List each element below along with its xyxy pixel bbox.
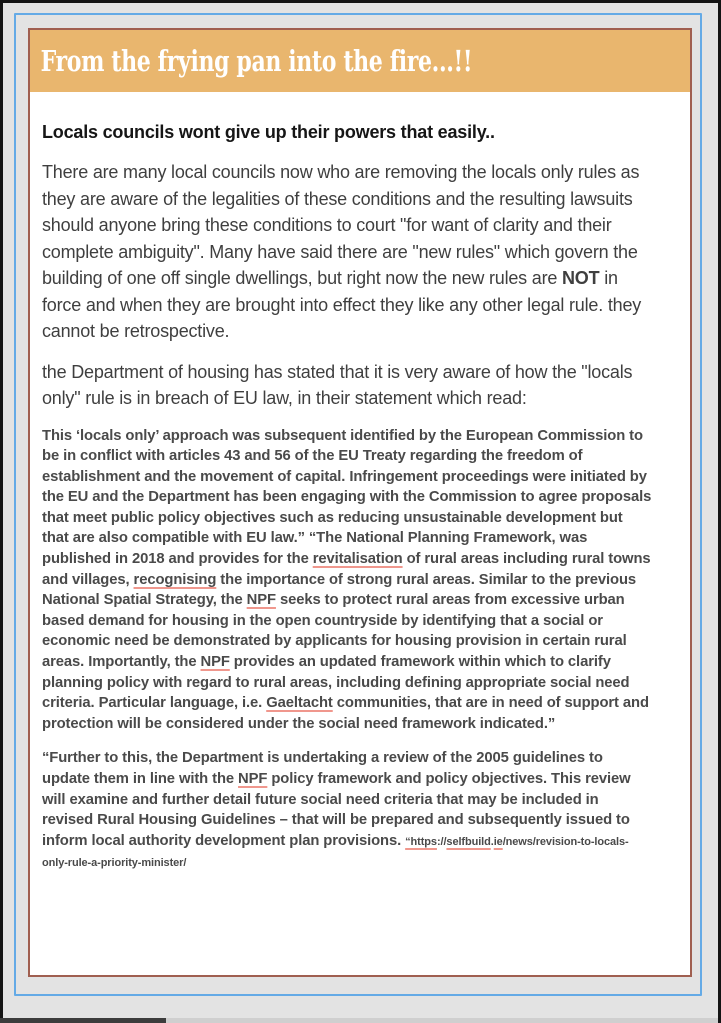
text-segment: the Department of housing has stated that it is very aware of how the "locals only" rule is in breach of EU law, in their statement which read: <box>42 361 633 408</box>
text-segment: of rural areas including rural towns and villages, <box>42 551 651 588</box>
quote-paragraph <box>42 748 652 874</box>
citation-url[interactable]: selfbuild <box>446 835 491 848</box>
text-segment: NPF <box>246 592 276 609</box>
text-segment: “Further to this, the Department is undertaking a review of the 2005 guidelines to update them in line with the <box>42 750 603 787</box>
citation-url[interactable]: /news/revision-to-locals-only-rule-a-priority-minister/ <box>42 835 629 870</box>
text-segment: NPF <box>200 654 230 671</box>
scrollbar-thumb[interactable] <box>0 1018 166 1023</box>
article-body <box>30 92 690 874</box>
text-segment: the importance of strong rural areas. Similar to the previous National Spatial Strategy, the <box>42 571 637 609</box>
text-segment: in force and when they are brought into effect they like any other legal rule. they cannot be retrospective. <box>42 268 642 341</box>
banner-title: From the frying pan into the fire...!! <box>40 44 473 78</box>
citation-url[interactable]: :// <box>436 835 447 848</box>
banner <box>30 30 690 92</box>
citation-url[interactable]: . <box>490 835 494 848</box>
text-segment: provides an updated framework within which to clarify planning policy with regard to rural areas, including defining appropriate social need criteria. Particular language, i.e. <box>42 654 630 712</box>
text-segment: communities, that are in need of support and protection will be considered under the social need framework indicated.” <box>42 695 649 732</box>
content-card <box>28 28 692 977</box>
body-paragraph <box>42 359 652 412</box>
quote-paragraph <box>42 426 652 735</box>
text-segment: Gaeltacht <box>266 695 333 712</box>
text-segment: This ‘locals only’ approach was subsequent identified by the European Commission to be in conflict with articles 43 and 56 of the EU Treaty regarding the freedom of establishment and the movement of capital. Infringement proceedings were initiated by the EU and the Department has been engaging with the Commission to agree proposals that meet public policy objectives such as reducing unsustainable development but that are also compatible with EU law.” “The National Planning Framework, was published in 2018 and provides for the <box>42 427 652 568</box>
text-segment: NOT <box>562 268 600 288</box>
body-paragraph <box>42 159 652 345</box>
citation-url[interactable]: ie <box>493 835 503 848</box>
article-heading: Locals councils wont give up their powers that easily.. <box>42 122 495 142</box>
text-segment: policy framework and policy objectives. This review will examine and further detail future social need criteria that may be included in revised Rural Housing Guidelines – that will be prepared and subsequently issued to inform local authority development plan provisions. <box>42 771 631 849</box>
paragraph-container <box>42 159 652 874</box>
bottom-scrollbar[interactable] <box>3 1018 718 1023</box>
citation-url[interactable]: “https <box>405 835 437 848</box>
text-segment: NPF <box>238 771 268 787</box>
text-segment: There are many local councils now who are removing the locals only rules as they are aware of the legalities of these conditions and the resulting lawsuits should anyone bring these conditions to court "for want of clarity and their complete ambiguity". Many have said there are "new rules" which govern the building of one off single dwellings, but right now the new rules are <box>42 162 640 288</box>
text-segment: seeks to protect rural areas from excessive urban based demand for housing in the open countryside by identifying that a social or economic need be demonstrated by applicants for housing provision in certain rural areas. Importantly, the <box>42 592 627 671</box>
text-segment: revitalisation <box>312 551 403 568</box>
text-segment: recognising <box>133 571 217 588</box>
